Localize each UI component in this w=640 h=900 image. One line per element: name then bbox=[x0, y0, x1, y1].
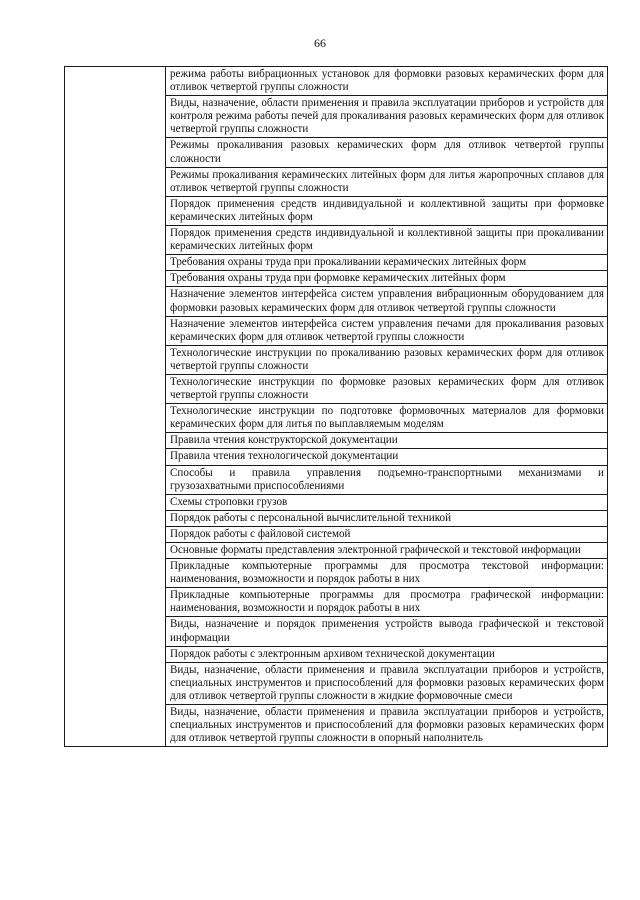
requirements-table bbox=[64, 66, 608, 747]
knowledge-item: Прикладные компьютерные программы для просмотра текстовой информации: наименования, возможности и порядок работы в них bbox=[166, 559, 608, 588]
knowledge-item: Технологические инструкции по формовке разовых керамических форм для отливок четвертой группы сложности bbox=[166, 374, 608, 403]
knowledge-item: Порядок применения средств индивидуальной и коллективной защиты при формовке керамических литейных форм bbox=[166, 196, 608, 225]
page-number: 66 bbox=[314, 36, 326, 50]
knowledge-item: Основные форматы представления электронной графической и текстовой информации bbox=[166, 543, 608, 559]
knowledge-item: Режимы прокаливания керамических литейных форм для литья жаропрочных сплавов для отливок четвертой группы сложности bbox=[166, 167, 608, 196]
knowledge-item: Режимы прокаливания разовых керамических форм для отливок четвертой группы сложности bbox=[166, 138, 608, 167]
knowledge-item: Назначение элементов интерфейса систем управления вибрационным оборудованием для формовки разовых керамических форм для отливок четвертой группы сложности bbox=[166, 287, 608, 316]
requirements-table-body bbox=[65, 67, 608, 747]
knowledge-item: Назначение элементов интерфейса систем управления печами для прокаливания разовых керамических форм для отливок четвертой группы сложности bbox=[166, 316, 608, 345]
knowledge-item: Прикладные компьютерные программы для просмотра графической информации: наименования, возможности и порядок работы в них bbox=[166, 588, 608, 617]
knowledge-item: режима работы вибрационных установок для формовки разовых керамических форм для отливок четвертой группы сложности bbox=[166, 67, 608, 96]
knowledge-item: Виды, назначение, области применения и правила эксплуатации приборов и устройств, специальных инструментов и приспособлений для формовки разовых керамических форм для отливок четвертой группы сложности в опорный наполнитель bbox=[166, 705, 608, 747]
knowledge-item: Способы и правила управления подъемно-транспортными механизмами и грузозахватными приспособлениями bbox=[166, 465, 608, 494]
knowledge-item: Порядок работы с электронным архивом технической документации bbox=[166, 646, 608, 662]
knowledge-item: Виды, назначение, области применения и правила эксплуатации приборов и устройств для контроля режима работы печей для прокаливания разовых керамических форм для отливок четвертой группы сложности bbox=[166, 96, 608, 138]
knowledge-item: Порядок работы с персональной вычислительной техникой bbox=[166, 510, 608, 526]
row-label-cell bbox=[65, 67, 166, 747]
knowledge-item: Виды, назначение, области применения и правила эксплуатации приборов и устройств, специальных инструментов и приспособлений для формовки разовых керамических форм для отливок четвертой группы сложности в жидкие формовочные смеси bbox=[166, 662, 608, 704]
knowledge-item: Технологические инструкции по прокаливанию разовых керамических форм для отливок четвертой группы сложности bbox=[166, 345, 608, 374]
knowledge-item: Схемы строповки грузов bbox=[166, 494, 608, 510]
knowledge-item: Требования охраны труда при прокаливании керамических литейных форм bbox=[166, 255, 608, 271]
knowledge-item: Виды, назначение и порядок применения устройств вывода графической и текстовой информации bbox=[166, 617, 608, 646]
knowledge-item: Правила чтения конструкторской документации bbox=[166, 433, 608, 449]
knowledge-item: Порядок работы с файловой системой bbox=[166, 526, 608, 542]
knowledge-item: Правила чтения технологической документации bbox=[166, 449, 608, 465]
knowledge-item: Порядок применения средств индивидуальной и коллективной защиты при прокаливании керамических литейных форм bbox=[166, 226, 608, 255]
knowledge-item: Требования охраны труда при формовке керамических литейных форм bbox=[166, 271, 608, 287]
table-row bbox=[65, 67, 608, 96]
knowledge-item: Технологические инструкции по подготовке формовочных материалов для формовки керамических форм для литья по выплавляемым моделям bbox=[166, 404, 608, 433]
